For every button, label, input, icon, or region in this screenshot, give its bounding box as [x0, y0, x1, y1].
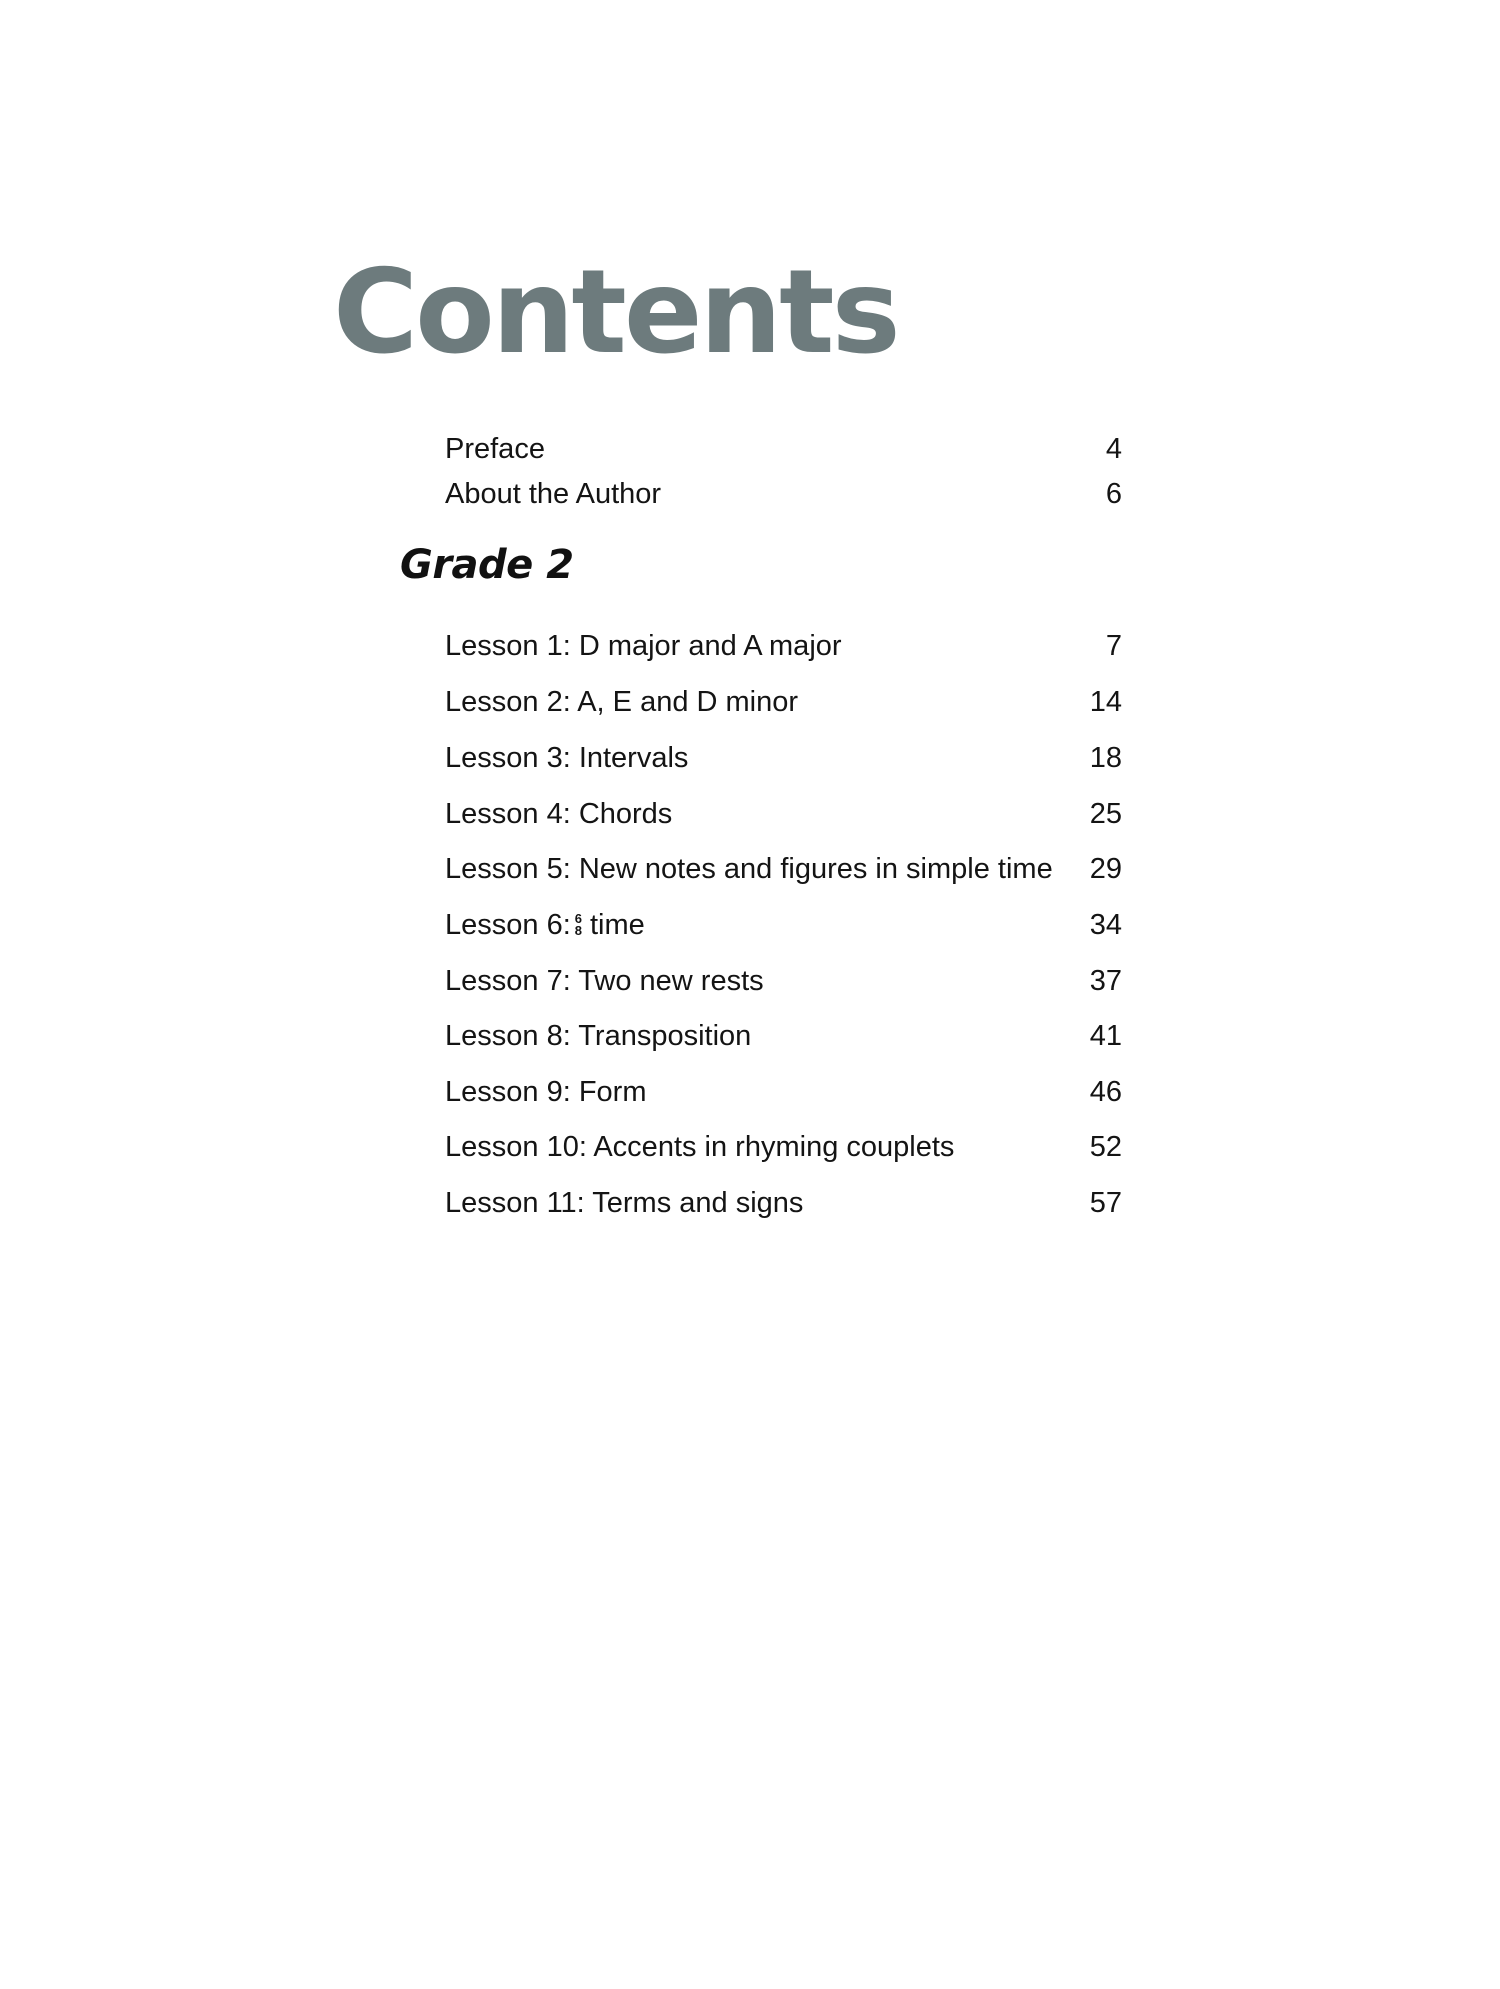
- toc-entry-label: Lesson 3: Intervals: [445, 741, 689, 774]
- section-heading: Grade 2: [400, 542, 574, 588]
- toc-entry-page: 18: [1089, 741, 1122, 774]
- toc-entry-page: 46: [1089, 1075, 1122, 1108]
- toc-entry-page: 25: [1089, 797, 1122, 830]
- toc-entry-lesson-5[interactable]: [445, 846, 1122, 892]
- time-signature-top: 6: [574, 911, 582, 926]
- toc-entry-label: Lesson 2: A, E and D minor: [445, 685, 799, 718]
- toc-entry-label: [445, 909, 645, 942]
- toc-entry-lesson-2[interactable]: [445, 679, 1122, 725]
- toc-entry-about-the-author[interactable]: [445, 471, 1122, 517]
- toc-entry-lesson-8[interactable]: [445, 1013, 1122, 1059]
- toc-entry-page: 57: [1089, 1186, 1122, 1219]
- toc-entry-label-prefix: Lesson 6:: [445, 908, 571, 941]
- toc-entry-lesson-4[interactable]: [445, 791, 1122, 837]
- toc-entry-label: Lesson 11: Terms and signs: [445, 1186, 804, 1219]
- toc-entry-page: 37: [1089, 964, 1122, 997]
- toc-entry-page: 14: [1089, 685, 1122, 718]
- time-signature-bottom: 8: [574, 923, 582, 938]
- toc-entry-label: About the Author: [445, 477, 662, 510]
- toc-entry-lesson-6[interactable]: [445, 902, 1122, 948]
- toc-entry-page: 6: [1105, 477, 1122, 510]
- toc-entry-label: Lesson 8: Transposition: [445, 1019, 752, 1052]
- toc-entry-label: Lesson 9: Form: [445, 1075, 647, 1108]
- toc-entry-page: 52: [1089, 1130, 1122, 1163]
- toc-entry-label: Lesson 1: D major and A major: [445, 629, 842, 662]
- toc-entry-label: Lesson 4: Chords: [445, 797, 673, 830]
- toc-entry-page: 34: [1089, 908, 1122, 941]
- toc-entry-lesson-10[interactable]: [445, 1124, 1122, 1170]
- page-title: Contents: [333, 245, 898, 380]
- toc-entry-lesson-1[interactable]: [445, 623, 1122, 669]
- toc-entry-label: Lesson 7: Two new rests: [445, 964, 764, 997]
- toc-entry-label-suffix: time: [590, 908, 645, 941]
- toc-entry-label: Preface: [445, 432, 545, 465]
- toc-entry-page: 41: [1089, 1019, 1122, 1052]
- toc-entry-lesson-9[interactable]: [445, 1069, 1122, 1115]
- toc-entry-label: Lesson 5: New notes and figures in simple time: [445, 852, 1053, 885]
- toc-entry-lesson-7[interactable]: [445, 958, 1122, 1004]
- toc-entry-lesson-11[interactable]: [445, 1180, 1122, 1226]
- toc-entry-lesson-3[interactable]: [445, 735, 1122, 781]
- time-signature-icon: [575, 913, 582, 937]
- toc-entry-page: 29: [1089, 852, 1122, 885]
- toc-entry-label: Lesson 10: Accents in rhyming couplets: [445, 1130, 955, 1163]
- toc-entry-page: 4: [1105, 432, 1122, 465]
- toc-entry-page: 7: [1105, 629, 1122, 662]
- toc-entry-preface[interactable]: [445, 426, 1122, 472]
